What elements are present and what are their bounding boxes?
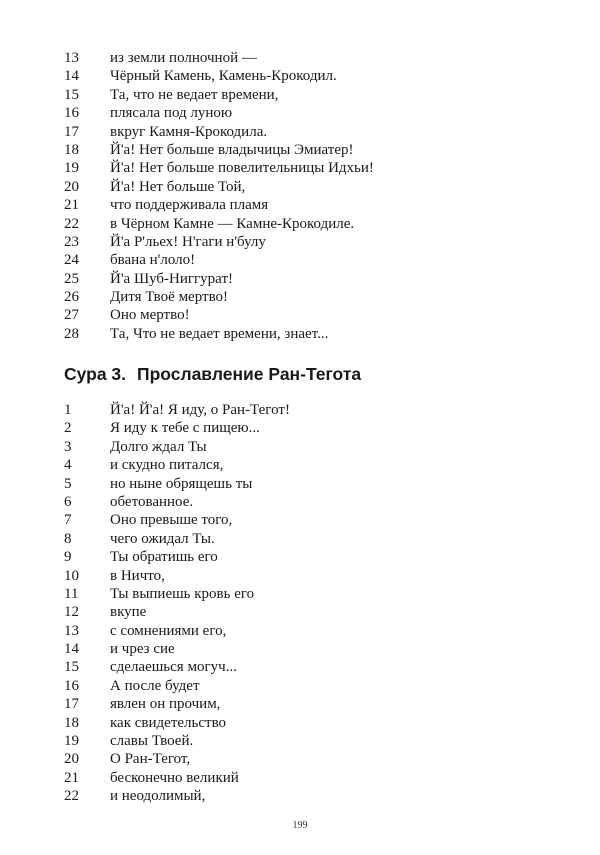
verse-number: 18 <box>64 141 79 158</box>
verse-number: 10 <box>64 567 79 584</box>
verse-line <box>64 233 544 251</box>
verse-text: но ныне обрящешь ты <box>110 475 253 492</box>
verse-number: 13 <box>64 622 79 639</box>
verse-line <box>64 677 544 695</box>
verse-line <box>64 67 544 85</box>
verse-line <box>64 787 544 805</box>
verse-line <box>64 585 544 603</box>
verse-number: 23 <box>64 233 79 250</box>
verse-number: 12 <box>64 604 79 621</box>
verse-number: 28 <box>64 325 79 342</box>
verse-line <box>64 714 544 732</box>
section-label: Сура 3. <box>64 364 127 384</box>
verse-number: 15 <box>64 86 79 103</box>
verse-number: 24 <box>64 252 79 269</box>
verse-line <box>64 419 544 437</box>
verse-line <box>64 270 544 288</box>
verse-number: 21 <box>64 769 79 786</box>
verse-list-part2 <box>64 401 544 806</box>
verse-text: сделаешься могуч... <box>110 659 237 676</box>
verse-line <box>64 86 544 104</box>
verse-text: из земли полночной — <box>110 50 257 66</box>
verse-text: Та, что не ведает времени, <box>110 86 279 103</box>
verse-text: бвана н'лоло! <box>110 252 196 269</box>
verse-text: Я иду к тебе с пищею... <box>110 420 260 437</box>
verse-line <box>64 456 544 474</box>
verse-line <box>64 104 544 122</box>
verse-text: и чрез сие <box>110 641 175 658</box>
verse-text: Й'а! Нет больше владычицы Эмиатер! <box>110 141 354 158</box>
verse-line <box>64 141 544 159</box>
verse-number: 8 <box>64 530 72 547</box>
verse-number: 22 <box>64 788 79 805</box>
verse-number: 14 <box>64 641 79 658</box>
verse-line <box>64 401 544 419</box>
verse-line <box>64 178 544 196</box>
verse-number: 26 <box>64 289 79 306</box>
verse-number: 15 <box>64 659 79 676</box>
verse-line <box>64 49 544 67</box>
verse-text: славы Твоей. <box>110 733 194 750</box>
verse-text: бесконечно великий <box>110 769 239 786</box>
verse-text: Оно мертво! <box>110 307 190 324</box>
verse-number: 20 <box>64 178 79 195</box>
verse-number: 16 <box>64 105 79 122</box>
verse-number: 20 <box>64 751 79 768</box>
verse-number: 5 <box>64 475 72 492</box>
verse-list-part1 <box>64 49 544 343</box>
verse-text: Й'а! Нет больше повелительницы Идхьи! <box>110 160 374 177</box>
verse-text: явлен он прочим, <box>110 696 221 713</box>
verse-text: Та, Что не ведает времени, знает... <box>110 325 329 342</box>
verse-text: Й'а Р'льех! Н'гаги н'булу <box>110 233 266 250</box>
verse-text: А после будет <box>110 677 200 694</box>
verse-text: Й'а Шуб-Ниггурат! <box>110 270 233 287</box>
verse-text: в Ничто, <box>110 567 165 584</box>
verse-number: 14 <box>64 68 79 85</box>
verse-line <box>64 548 544 566</box>
verse-text: в Чёрном Камне — Камне-Крокодиле. <box>110 215 355 232</box>
verse-line <box>64 640 544 658</box>
verse-text: вкруг Камня-Крокодила. <box>110 123 268 140</box>
verse-text: Ты выпиешь кровь его <box>110 585 255 602</box>
verse-line <box>64 732 544 750</box>
verse-text: Ты обратишь его <box>110 549 218 566</box>
verse-line <box>64 325 544 343</box>
verse-text: обетованное. <box>110 493 194 510</box>
verse-text: плясала под луною <box>110 105 233 122</box>
section-heading <box>64 364 361 385</box>
verse-line <box>64 695 544 713</box>
verse-line <box>64 251 544 269</box>
verse-line <box>64 530 544 548</box>
verse-text: Й'а! Й'а! Я иду, о Ран-Тегот! <box>110 402 290 418</box>
verse-text: Долго ждал Ты <box>110 438 207 455</box>
verse-number: 25 <box>64 270 79 287</box>
verse-text: и скудно питался, <box>110 457 224 474</box>
verse-line <box>64 603 544 621</box>
verse-line <box>64 511 544 529</box>
verse-text: как свидетельство <box>110 714 227 731</box>
verse-line <box>64 288 544 306</box>
verse-number: 17 <box>64 696 79 713</box>
verse-text: вкупе <box>110 604 147 621</box>
verse-number: 17 <box>64 123 79 140</box>
verse-number: 2 <box>64 420 72 437</box>
verse-line <box>64 123 544 141</box>
verse-line <box>64 215 544 233</box>
verse-line <box>64 159 544 177</box>
verse-number: 13 <box>64 50 79 66</box>
verse-number: 3 <box>64 438 72 455</box>
section-title: Прославление Ран-Тегота <box>137 364 362 384</box>
verse-text: Оно превыше того, <box>110 512 233 529</box>
verse-line <box>64 622 544 640</box>
verse-line <box>64 475 544 493</box>
verse-number: 6 <box>64 493 72 510</box>
verse-text: О Ран-Тегот, <box>110 751 191 768</box>
verse-number: 18 <box>64 714 79 731</box>
verse-number: 27 <box>64 307 79 324</box>
verse-number: 9 <box>64 549 72 566</box>
verse-number: 22 <box>64 215 79 232</box>
verse-text: что поддерживала пламя <box>110 197 269 214</box>
verse-text: Дитя Твоё мертво! <box>110 289 229 306</box>
verse-text: чего ожидал Ты. <box>110 530 215 547</box>
verse-text: Чёрный Камень, Камень-Крокодил. <box>110 68 337 85</box>
verse-line <box>64 567 544 585</box>
page-number: 199 <box>292 820 308 831</box>
verse-text: с сомнениями его, <box>110 622 227 639</box>
verse-line <box>64 658 544 676</box>
verse-number: 19 <box>64 733 79 750</box>
verse-line <box>64 750 544 768</box>
verse-line <box>64 196 544 214</box>
verse-number: 11 <box>64 585 79 602</box>
verse-line <box>64 493 544 511</box>
verse-number: 1 <box>64 402 72 418</box>
verse-line <box>64 769 544 787</box>
verse-line <box>64 438 544 456</box>
verse-text: Й'а! Нет больше Той, <box>110 178 246 195</box>
verse-number: 19 <box>64 160 79 177</box>
verse-number: 7 <box>64 512 72 529</box>
verse-text: и неодолимый, <box>110 788 206 805</box>
verse-number: 4 <box>64 457 72 474</box>
verse-number: 21 <box>64 197 79 214</box>
verse-number: 16 <box>64 677 79 694</box>
verse-line <box>64 306 544 324</box>
